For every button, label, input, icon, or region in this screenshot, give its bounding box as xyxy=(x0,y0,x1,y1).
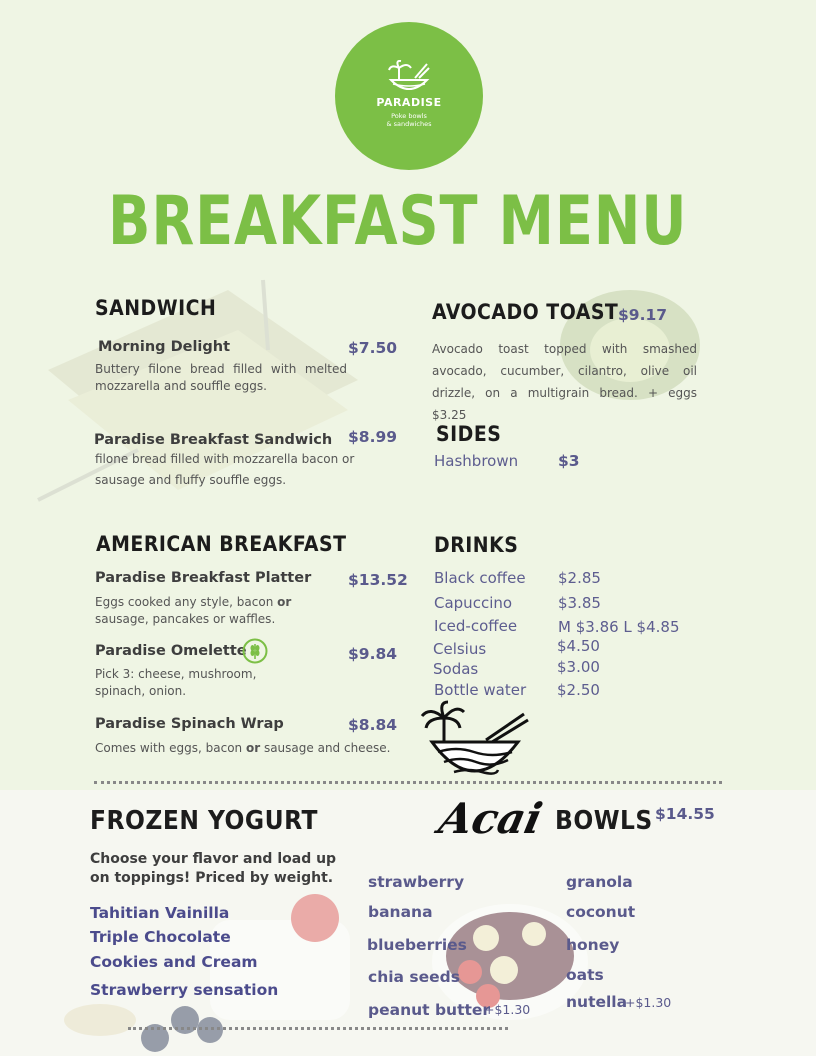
american-breakfast-title: AMERICAN BREAKFAST xyxy=(96,532,347,556)
acai-topping: strawberry xyxy=(368,873,465,891)
acai-topping: blueberries xyxy=(367,936,467,954)
desc-text: sausage, pancakes or waffles. xyxy=(95,612,276,626)
sides-section-title: SIDES xyxy=(436,422,502,446)
drink-name: Celsius xyxy=(433,640,487,658)
desc-or: or xyxy=(245,741,261,755)
morning-delight-price: $7.50 xyxy=(348,339,398,357)
bowl-palm-icon xyxy=(418,700,530,784)
morning-delight-name: Morning Delight xyxy=(98,339,231,355)
sandwich-section-title: SANDWICH xyxy=(95,296,217,320)
frozen-yogurt-title: FROZEN YOGURT xyxy=(90,806,318,836)
drink-price: M $3.86 L $4.85 xyxy=(558,618,680,636)
spinach-wrap-price: $8.84 xyxy=(348,716,398,734)
paradise-breakfast-sandwich-desc: filone bread filled with mozzarella bacon or sausage and fluffy souffle eggs. xyxy=(95,452,355,487)
drink-price: $3.85 xyxy=(558,594,601,612)
drink-price: $2.85 xyxy=(558,569,601,587)
bowl-palm-icon xyxy=(387,60,431,94)
acai-topping: banana xyxy=(368,903,433,921)
paradise-breakfast-sandwich-name: Paradise Breakfast Sandwich xyxy=(94,432,333,448)
side-item-name: Hashbrown xyxy=(434,452,519,470)
flavor-item: Strawberry sensation xyxy=(90,981,279,999)
breakfast-platter-price: $13.52 xyxy=(348,571,408,589)
drink-name: Sodas xyxy=(433,660,479,678)
acai-topping: granola xyxy=(566,873,633,891)
side-item-price: $3 xyxy=(558,452,580,470)
acai-bowls-price: $14.55 xyxy=(655,805,715,823)
drink-name: Bottle water xyxy=(434,681,527,699)
logo-subtitle xyxy=(335,112,483,128)
avocado-toast-desc: Avocado toast topped with smashed avocado, cucumber, cilantro, olive oil drizzle, on a multigrain bread. + eggs $3.25 xyxy=(432,342,697,422)
flavor-item: Tahitian Vainilla xyxy=(90,904,230,922)
page-title: BREAKFAST MENU xyxy=(108,182,688,261)
drink-name: Black coffee xyxy=(434,569,526,587)
acai-topping: peanut butter xyxy=(368,1001,491,1019)
morning-delight-desc: Buttery filone bread filled with melted mozzarella and souffle eggs. xyxy=(95,362,347,393)
acai-script-title: Acai xyxy=(434,794,547,843)
spinach-wrap-name: Paradise Spinach Wrap xyxy=(95,716,284,732)
omelette-name: Paradise Omelette xyxy=(95,643,247,659)
acai-topping: coconut xyxy=(566,903,636,921)
logo-subtitle-line1: Poke bowls xyxy=(391,112,427,120)
wheat-icon xyxy=(242,638,268,664)
desc-or: or xyxy=(277,595,292,609)
bottom-divider xyxy=(128,1027,508,1030)
breakfast-platter-name: Paradise Breakfast Platter xyxy=(95,570,312,586)
breakfast-platter-desc xyxy=(95,594,335,628)
acai-topping: chia seeds xyxy=(368,968,460,986)
acai-topping: honey xyxy=(566,936,620,954)
drink-price: $4.50 xyxy=(557,637,600,655)
drink-name: Iced-coffee xyxy=(434,617,518,635)
desc-text: Eggs cooked any style, bacon xyxy=(95,595,278,609)
omelette-price: $9.84 xyxy=(348,645,398,663)
logo-name: PARADISE xyxy=(376,96,442,109)
frozen-yogurt-intro: Choose your flavor and load up on toppings! Priced by weight. xyxy=(90,851,337,886)
avocado-toast-price: $9.17 xyxy=(618,306,668,324)
acai-bowls-title: BOWLS xyxy=(555,806,653,836)
brand-logo xyxy=(335,22,483,170)
nutella-extra-price: +$1.30 xyxy=(625,995,672,1010)
desc-text: Comes with eggs, bacon xyxy=(95,741,246,755)
paradise-breakfast-sandwich-price: $8.99 xyxy=(348,428,398,446)
acai-topping: nutella xyxy=(566,993,628,1011)
spinach-wrap-desc xyxy=(95,740,415,757)
section-divider xyxy=(94,781,722,784)
logo-subtitle-line2: & sandwiches xyxy=(386,120,432,128)
flavor-item: Triple Chocolate xyxy=(90,928,231,946)
omelette-desc: Pick 3: cheese, mushroom, spinach, onion. xyxy=(95,667,257,698)
drinks-section-title: DRINKS xyxy=(434,533,519,557)
drink-price: $2.50 xyxy=(557,681,600,699)
flavor-item: Cookies and Cream xyxy=(90,953,258,971)
avocado-toast-title: AVOCADO TOAST xyxy=(432,300,619,324)
drink-price: $3.00 xyxy=(557,658,600,676)
peanut-butter-extra-price: +$1.30 xyxy=(484,1002,531,1017)
drink-name: Capuccino xyxy=(434,594,513,612)
acai-topping: oats xyxy=(566,966,604,984)
desc-text: sausage and cheese. xyxy=(260,741,391,755)
